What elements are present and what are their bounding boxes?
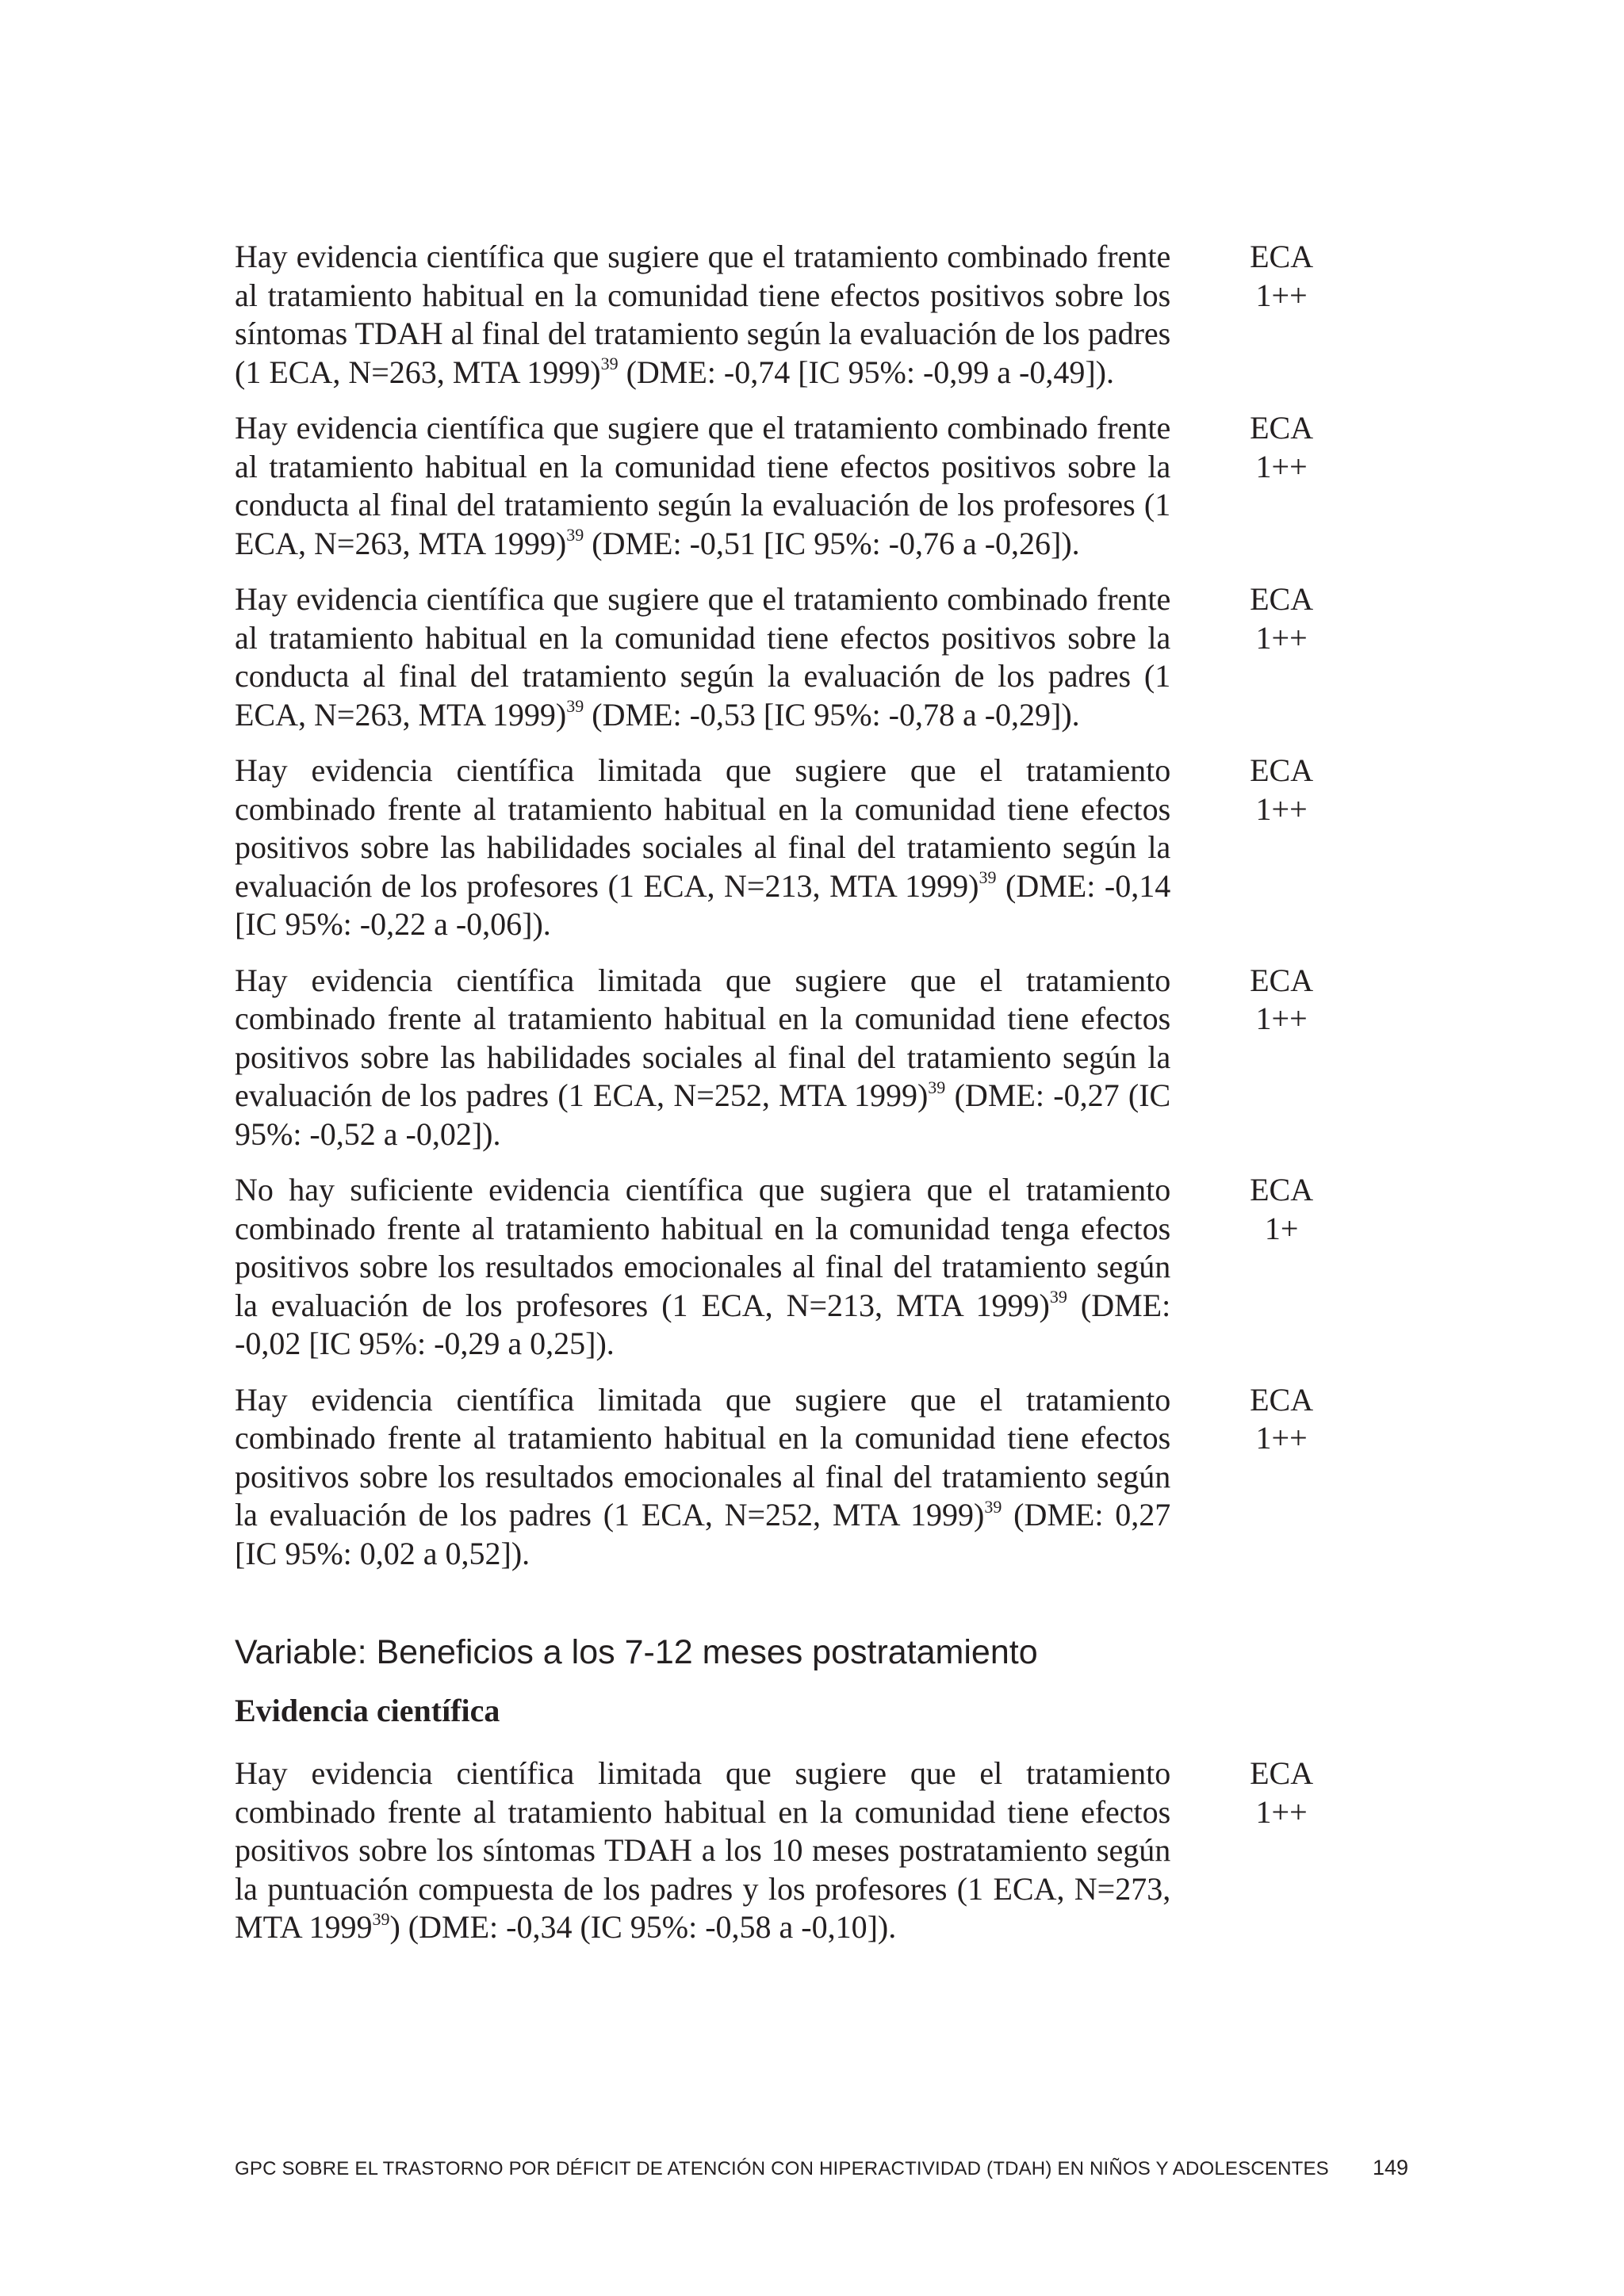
- section-title: Variable: Beneficios a los 7-12 meses postratamiento: [235, 1633, 1038, 1671]
- evidence-result: (DME: -0,53 [IC 95%: -0,78 a -0,29]).: [584, 696, 1080, 733]
- evidence-result: (DME: -0,74 [IC 95%: -0,99 a -0,49]).: [618, 354, 1114, 390]
- page-footer: [235, 2156, 1408, 2180]
- evidence-level-type: ECA: [1250, 1381, 1314, 1418]
- evidence-level-type: ECA: [1250, 239, 1314, 274]
- evidence-block: [235, 1171, 1345, 1364]
- reference-number: 39: [566, 696, 584, 717]
- reference-number: 39: [566, 525, 584, 545]
- evidence-block: [235, 1755, 1345, 1947]
- evidence-text: [235, 1171, 1170, 1364]
- evidence-level-type: ECA: [1250, 962, 1314, 998]
- evidence-text: [235, 1381, 1170, 1574]
- evidence-level-type: ECA: [1250, 581, 1314, 617]
- evidence-level: [1218, 1755, 1345, 1831]
- evidence-result: ) (DME: -0,34 (IC 95%: -0,58 a -0,10]).: [389, 1909, 897, 1945]
- evidence-level-type: ECA: [1250, 1755, 1314, 1791]
- evidence-text: [235, 1755, 1170, 1947]
- reference-number: 39: [600, 354, 619, 374]
- evidence-block: [235, 409, 1345, 563]
- evidence-statement: Hay evidencia científica que sugiere que el tratamiento combinado frente al tratamiento habitual en la comunidad tiene efectos positivos sobre los síntomas TDAH al final del tratamiento según la evaluación de los padres (1 ECA, N=263, MTA 1999): [235, 239, 1171, 390]
- evidence-level: [1218, 409, 1345, 486]
- evidence-level-type: ECA: [1250, 1172, 1314, 1207]
- evidence-result: (DME: 0,27 [IC 95%: 0,02 a 0,52]).: [235, 1497, 1171, 1571]
- footer-title: GPC SOBRE EL TRASTORNO POR DÉFICIT DE ATENCIÓN CON HIPERACTIVIDAD (TDAH) EN NIÑOS Y ADOLESCENTES: [235, 2158, 1329, 2179]
- evidence-text: [235, 580, 1170, 734]
- section-subheading: Evidencia científica: [235, 1693, 500, 1728]
- evidence-statement: Hay evidencia científica limitada que sugiere que el tratamiento combinado frente al tratamiento habitual en la comunidad tiene efectos positivos sobre las habilidades sociales al final del tratamiento según la evaluación de los padres (1 ECA, N=252, MTA 1999): [235, 962, 1171, 1113]
- reference-number: 39: [928, 1077, 946, 1097]
- evidence-statement: Hay evidencia científica limitada que sugiere que el tratamiento combinado frente al tratamiento habitual en la comunidad tiene efectos positivos sobre las habilidades sociales al final del tratamiento según la evaluación de los profesores (1 ECA, N=213, MTA 1999): [235, 752, 1171, 904]
- evidence-text: [235, 962, 1170, 1154]
- evidence-statement: Hay evidencia científica que sugiere que el tratamiento combinado frente al tratamiento habitual en la comunidad tiene efectos positivos sobre la conducta al final del tratamiento según la evaluación de los padres (1 ECA, N=263, MTA 1999): [235, 581, 1171, 733]
- evidence-level-grade: 1++: [1255, 448, 1308, 484]
- evidence-level: [1218, 238, 1345, 315]
- evidence-level-grade: 1++: [1255, 1420, 1308, 1456]
- evidence-text: [235, 409, 1170, 563]
- evidence-statement: Hay evidencia científica que sugiere que el tratamiento combinado frente al tratamiento habitual en la comunidad tiene efectos positivos sobre la conducta al final del tratamiento según la evaluación de los profesores (1 ECA, N=263, MTA 1999): [235, 410, 1171, 561]
- evidence-level: [1218, 962, 1345, 1039]
- evidence-statement: No hay suficiente evidencia científica que sugiera que el tratamiento combinado frente al tratamiento habitual en la comunidad tenga efectos positivos sobre los resultados emocionales al final del tratamiento según la evaluación de los profesores (1 ECA, N=213, MTA 1999): [235, 1172, 1171, 1323]
- evidence-level: [1218, 1171, 1345, 1248]
- evidence-block: [235, 238, 1345, 392]
- evidence-level-grade: 1+: [1264, 1210, 1299, 1246]
- evidence-block: [235, 580, 1345, 734]
- reference-number: 39: [372, 1908, 390, 1929]
- evidence-level-grade: 1++: [1255, 619, 1308, 656]
- evidence-level-grade: 1++: [1255, 1793, 1308, 1830]
- evidence-result: (DME: -0,14 [IC 95%: -0,22 a -0,06]).: [235, 867, 1171, 942]
- page-number: 149: [1372, 2156, 1408, 2179]
- evidence-statement: Hay evidencia científica limitada que sugiere que el tratamiento combinado frente al tratamiento habitual en la comunidad tiene efectos positivos sobre los resultados emocionales al final del tratamiento según la evaluación de los padres (1 ECA, N=252, MTA 1999): [235, 1381, 1171, 1533]
- evidence-result: (DME: -0,27 (IC 95%: -0,52 a -0,02]).: [235, 1077, 1171, 1152]
- evidence-result: (DME: -0,51 [IC 95%: -0,76 a -0,26]).: [584, 525, 1080, 561]
- main-content: [235, 238, 1345, 1965]
- evidence-block: [235, 752, 1345, 944]
- evidence-level: [1218, 580, 1345, 657]
- evidence-level-type: ECA: [1250, 752, 1314, 788]
- evidence-text: [235, 238, 1170, 392]
- evidence-level-grade: 1++: [1255, 1001, 1308, 1036]
- evidence-level: [1218, 1381, 1345, 1458]
- evidence-statement: Hay evidencia científica limitada que sugiere que el tratamiento combinado frente al tratamiento habitual en la comunidad tiene efectos positivos sobre los síntomas TDAH a los 10 meses postratamiento según la puntuación compuesta de los padres y los profesores (1 ECA, N=273, MTA 1999: [235, 1755, 1171, 1945]
- evidence-level-type: ECA: [1250, 410, 1314, 446]
- reference-number: 39: [1049, 1287, 1067, 1307]
- evidence-text: [235, 752, 1170, 944]
- reference-number: 39: [979, 867, 997, 888]
- evidence-block: [235, 962, 1345, 1154]
- evidence-level: [1218, 752, 1345, 828]
- evidence-level-grade: 1++: [1255, 277, 1308, 313]
- evidence-level-grade: 1++: [1255, 790, 1308, 827]
- evidence-block: [235, 1381, 1345, 1574]
- evidence-result: (DME: -0,02 [IC 95%: -0,29 a 0,25]).: [235, 1287, 1171, 1361]
- reference-number: 39: [984, 1496, 1002, 1517]
